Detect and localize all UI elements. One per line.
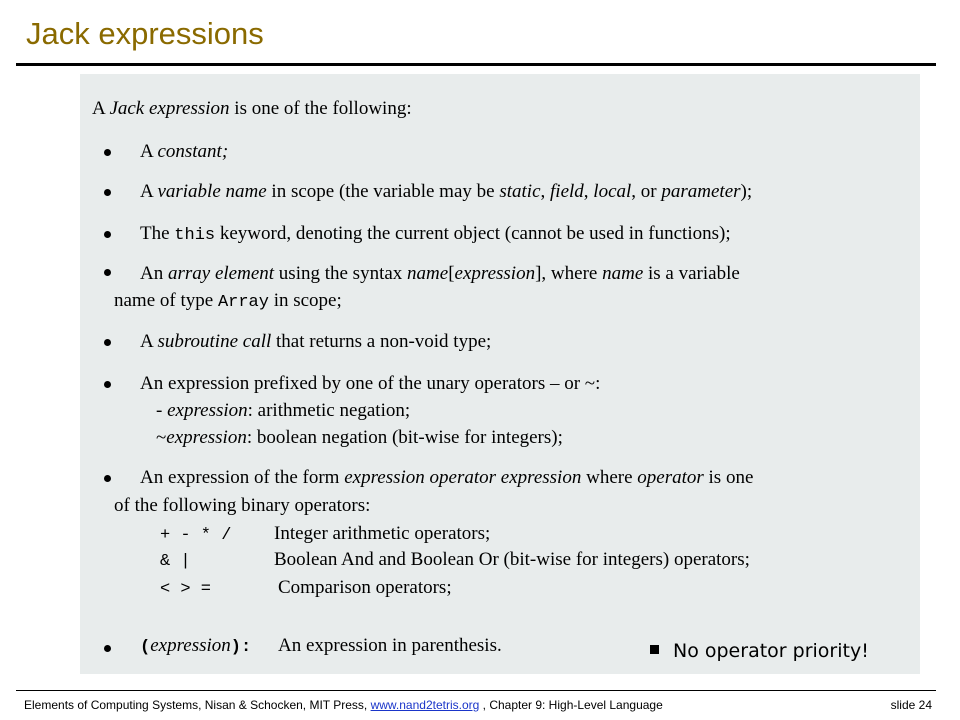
paren: ( [140,638,151,657]
bullet-binary-line2: of the following binary operators: [114,495,371,516]
intro-line [92,98,412,120]
bullet-array [140,263,740,285]
term: local [593,181,632,202]
text: , [583,181,594,202]
term: name [602,263,644,284]
op-desc: Integer arithmetic operators; [274,523,491,544]
term: subroutine call [157,331,272,352]
text: , or [631,181,662,202]
text: ], where [535,263,603,284]
text: that returns a non-void type; [271,331,492,352]
footer-rule [16,690,936,691]
bullet-binary [140,467,753,489]
footer-text: , Chapter 9: High-Level Language [479,698,663,712]
text: in scope (the variable may be [266,181,500,202]
op-desc: Boolean And and Boolean Or (bit-wise for integers) operators; [274,549,750,570]
text: : boolean negation (bit-wise for integers); [246,427,563,448]
op-desc: Comparison operators; [278,577,452,598]
bullet-dot [104,149,111,156]
term: static [499,181,541,202]
bullet-this [140,223,731,247]
slide-title: Jack expressions [26,16,264,51]
intro-term: Jack expression [109,98,230,119]
term: name [407,263,449,284]
bullet-dot [104,475,111,482]
op-symbols: + - * / [160,526,232,545]
bullet-parenthesis [140,635,251,659]
footer-link[interactable]: www.nand2tetris.org [370,698,480,712]
op-symbols: & | [160,552,191,571]
footer [24,698,663,712]
text: using the syntax [274,263,408,284]
title-rule [16,63,936,66]
text: where [581,467,638,488]
bullet-subroutine [140,331,491,353]
footer-text: Elements of Computing Systems, Nisan & Schocken, MIT Press, [24,698,371,712]
bullet-dot [104,189,111,196]
text: , [540,181,551,202]
text: ); [740,181,753,202]
term: parameter [661,181,741,202]
term: variable name [157,181,267,202]
term: expression [454,263,536,284]
text: [ [448,263,455,284]
note-text: No operator priority! [673,640,869,662]
bullet-dot [104,269,111,276]
term: constant; [157,141,229,162]
keyword: Array [217,293,269,312]
text: A [140,181,158,202]
content-box [80,74,920,674]
text: is one [703,467,754,488]
term: field [550,181,584,202]
text: is a variable [643,263,740,284]
term: expression operator expression [344,467,582,488]
term: expression [150,635,231,656]
bullet-constant [140,141,228,163]
text: in scope; [268,290,342,311]
keyword: this [174,226,216,245]
bullet-array-line2 [114,290,342,314]
bullet-dot [104,645,111,652]
text: - [156,400,168,421]
square-bullet-icon [650,645,659,654]
bullet-variable [140,181,752,203]
op-symbols: < > = [160,580,212,599]
term: expression [166,427,247,448]
term: expression [167,400,248,421]
intro-rest: is one of the following: [229,98,412,119]
text: An expression of the form [140,467,345,488]
text: name of type [114,290,218,311]
paren: ): [230,638,252,657]
text: ~ [156,427,167,448]
text: An [140,263,168,284]
unary-negation [156,400,410,422]
text: : arithmetic negation; [247,400,411,421]
bullet-dot [104,231,111,238]
text: A [140,331,158,352]
operator-priority-note [650,640,869,662]
text: A [140,141,158,162]
term: operator [637,467,704,488]
intro-text: A [92,98,110,119]
bullet-dot [104,339,111,346]
text: keyword, denoting the current object (cannot be used in functions); [215,223,731,244]
term: array element [167,263,275,284]
unary-not [156,427,563,449]
bullet-unary: An expression prefixed by one of the unary operators – or ~: [140,373,601,394]
parenthesis-desc: An expression in parenthesis. [278,635,502,656]
slide-number: slide 24 [890,698,932,712]
text: The [140,223,175,244]
bullet-dot [104,381,111,388]
